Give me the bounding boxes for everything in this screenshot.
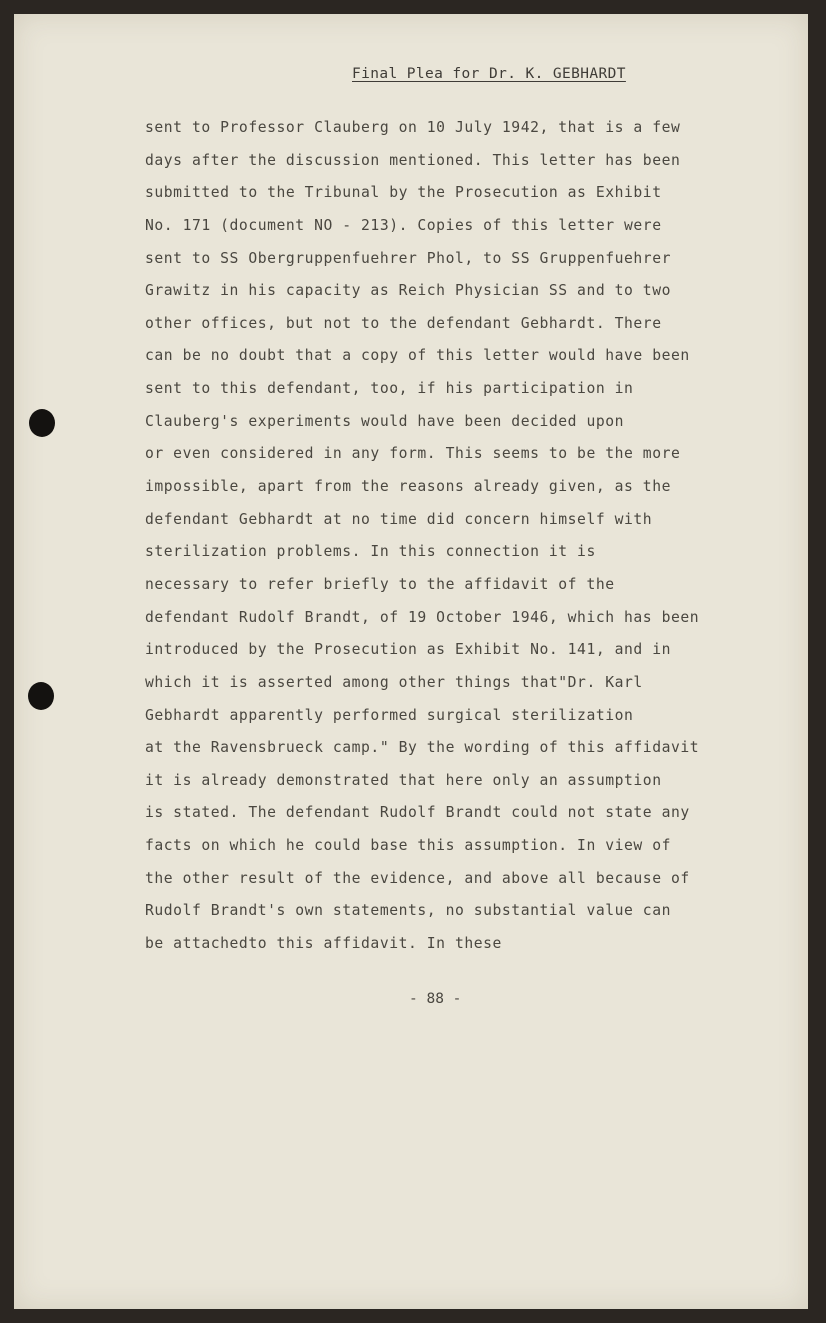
- document-page: [14, 14, 808, 1309]
- text-line: defendant Gebhardt at no time did concern himself with: [145, 510, 653, 528]
- text-line: impossible, apart from the reasons already given, as the: [145, 478, 671, 496]
- page-header: Final Plea for Dr. K. GEBHARDT: [352, 66, 626, 82]
- text-line: sent to this defendant, too, if his participation in: [145, 380, 634, 398]
- text-line: can be no doubt that a copy of this letter would have been: [145, 347, 690, 365]
- text-line: or even considered in any form. This seems to be the more: [145, 445, 681, 463]
- text-line: it is already demonstrated that here only an assumption: [145, 771, 662, 789]
- text-line: introduced by the Prosecution as Exhibit No. 141, and in: [145, 641, 671, 659]
- text-line: at the Ravensbrueck camp." By the wording of this affidavit: [145, 739, 700, 757]
- text-line: Gebhardt apparently performed surgical sterilization: [145, 706, 634, 724]
- text-line: other offices, but not to the defendant Gebhardt. There: [145, 314, 662, 332]
- text-line: days after the discussion mentioned. This letter has been: [145, 151, 681, 169]
- text-line: is stated. The defendant Rudolf Brandt could not state any: [145, 804, 690, 822]
- text-line: Grawitz in his capacity as Reich Physician SS and to two: [145, 282, 671, 300]
- text-line: facts on which he could base this assumption. In view of: [145, 837, 671, 855]
- punch-hole: [28, 682, 54, 710]
- text-line: submitted to the Tribunal by the Prosecution as Exhibit: [145, 184, 662, 202]
- text-line: necessary to refer briefly to the affidavit of the: [145, 575, 615, 593]
- text-line: be attachedto this affidavit. In these: [145, 935, 502, 953]
- text-line: the other result of the evidence, and above all because of: [145, 869, 690, 887]
- text-line: defendant Rudolf Brandt, of 19 October 1946, which has been: [145, 608, 700, 626]
- text-line: sterilization problems. In this connection it is: [145, 543, 596, 561]
- body-text: [145, 118, 745, 967]
- page-number: - 88 -: [409, 991, 462, 1007]
- punch-hole: [29, 409, 55, 437]
- text-line: which it is asserted among other things that"Dr. Karl: [145, 673, 643, 691]
- text-line: sent to Professor Clauberg on 10 July 1942, that is a few: [145, 119, 681, 136]
- text-line: No. 171 (document NO - 213). Copies of this letter were: [145, 216, 662, 234]
- text-line: Rudolf Brandt's own statements, no substantial value can: [145, 902, 671, 920]
- text-line: Clauberg's experiments would have been decided upon: [145, 412, 625, 430]
- text-line: sent to SS Obergruppenfuehrer Phol, to SS Gruppenfuehrer: [145, 249, 671, 267]
